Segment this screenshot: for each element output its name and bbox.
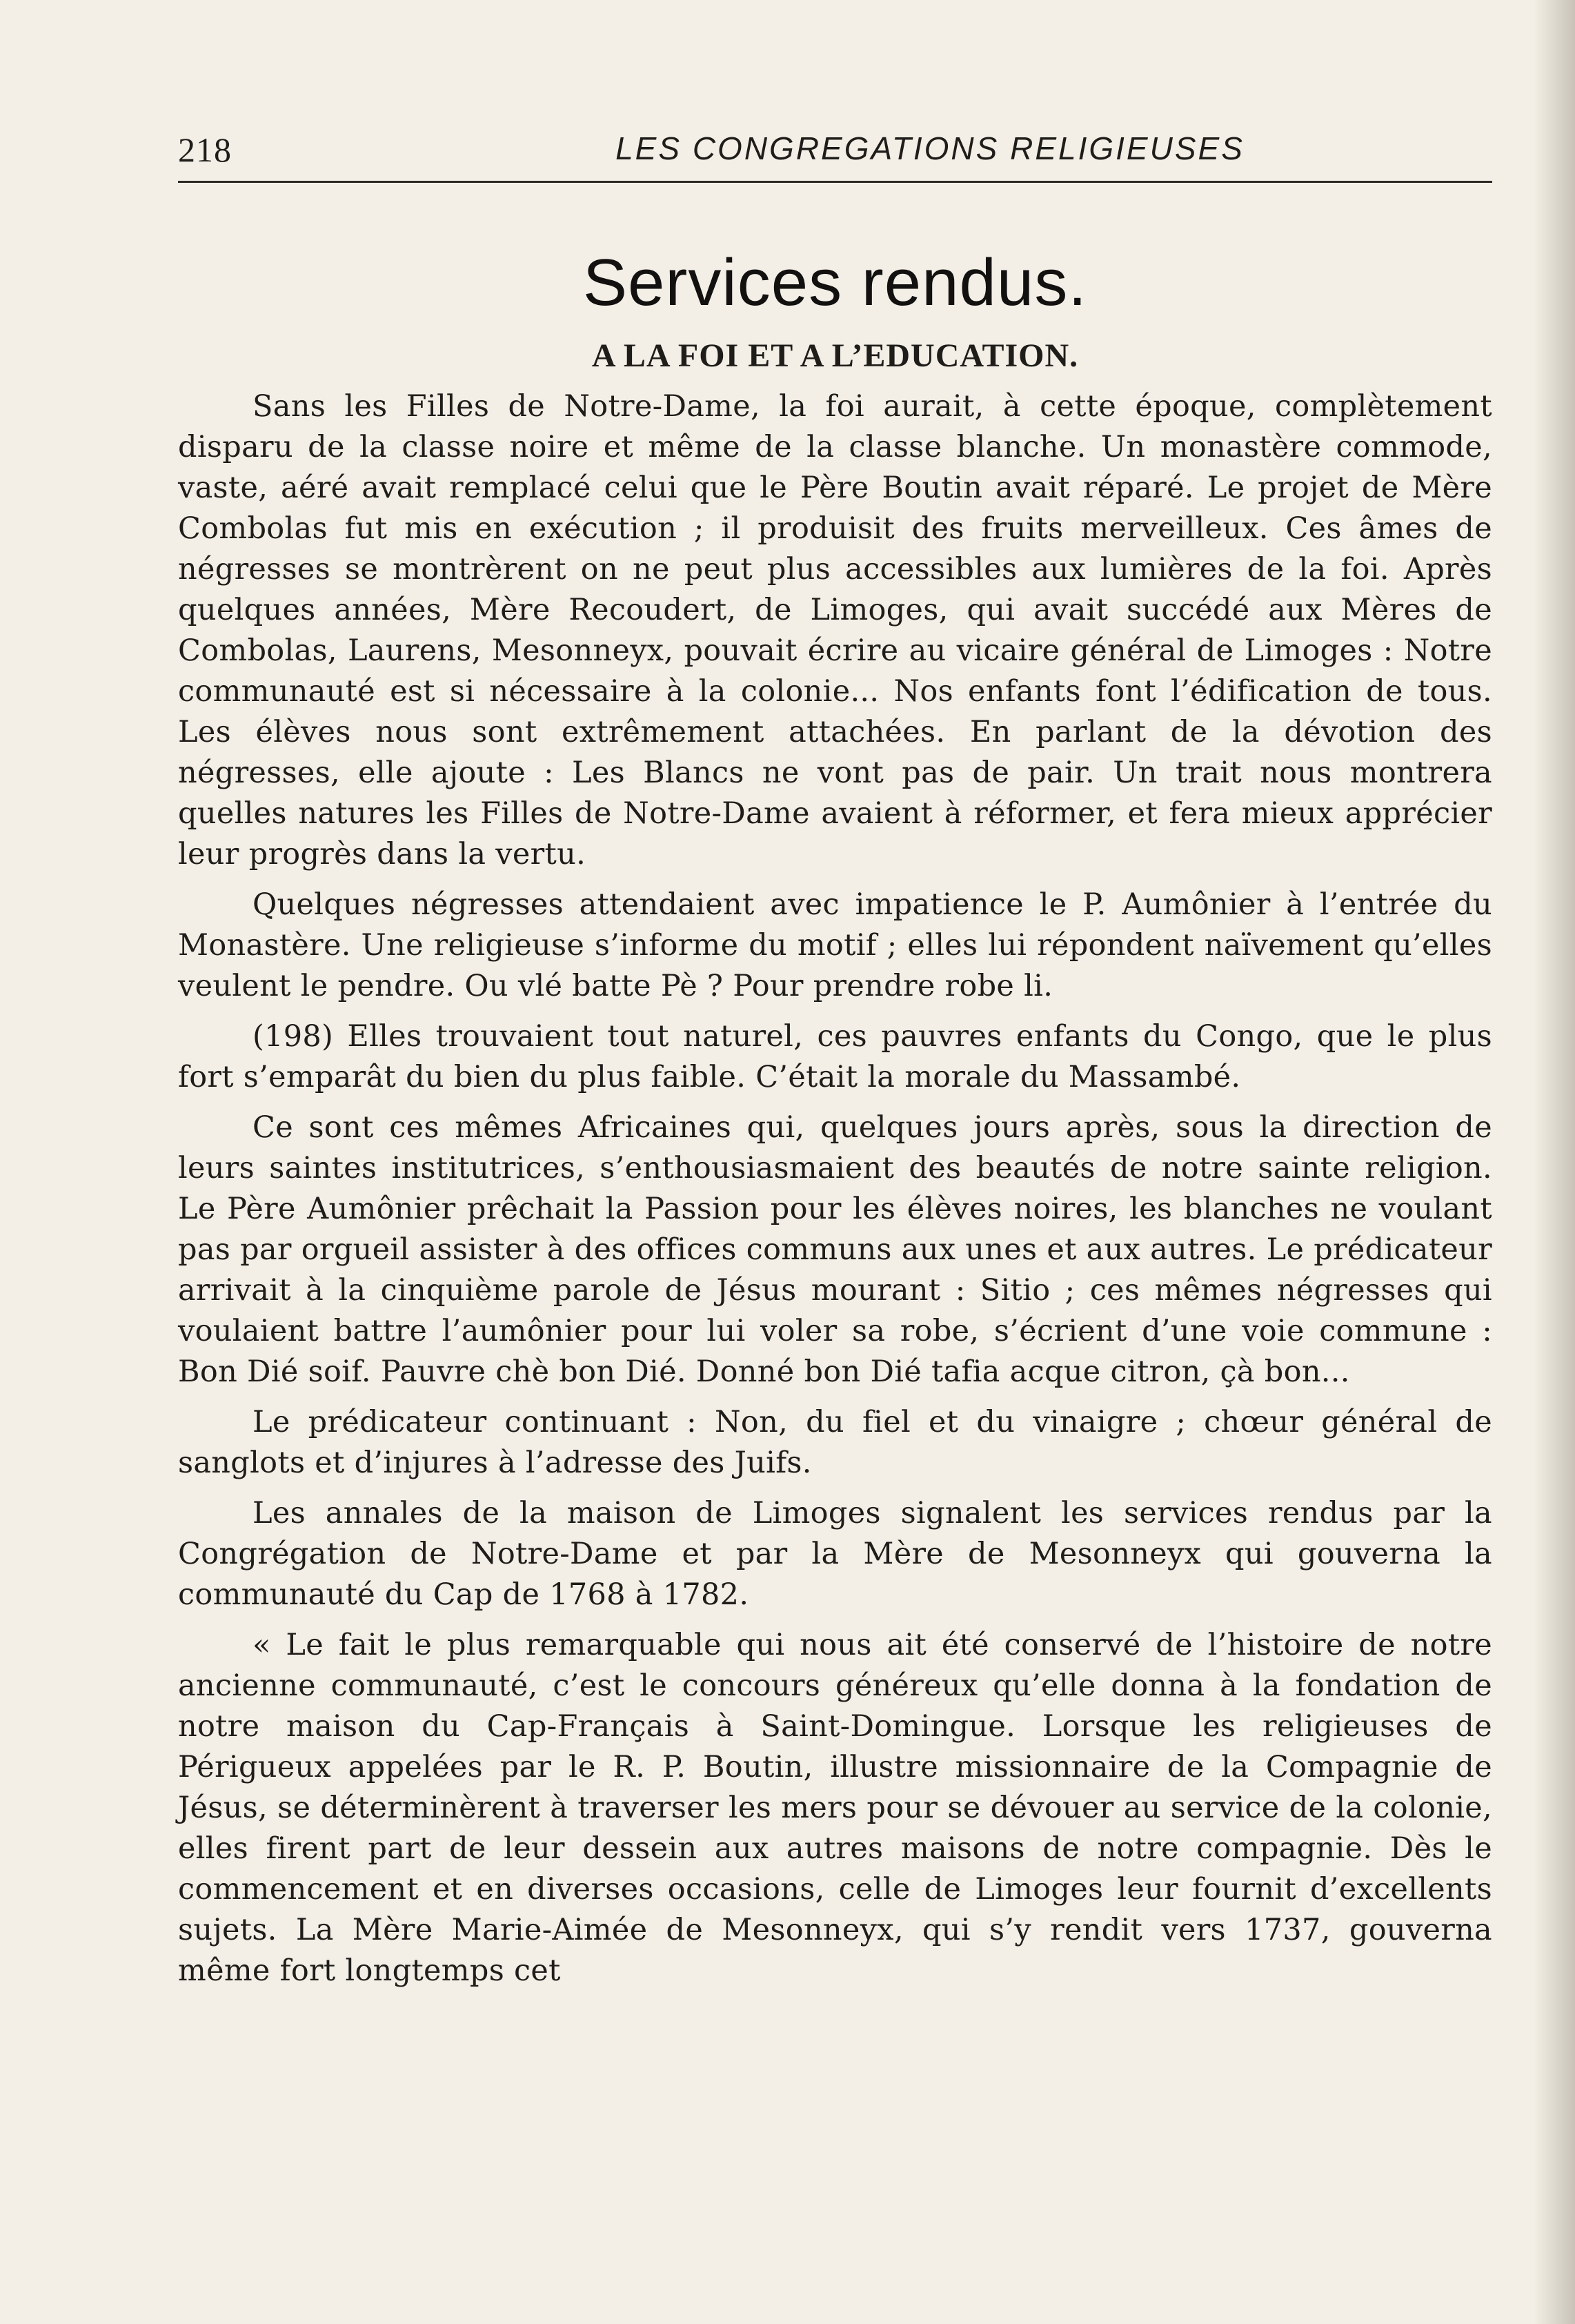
spine-shadow bbox=[1534, 0, 1575, 2324]
section-subtitle: A LA FOI ET A L’EDUCATION. bbox=[591, 337, 1079, 374]
paragraph: Quelques négresses attendaient avec impatience le P. Aumônier à l’entrée du Monastère. Une religieuse s’informe du motif ; elles lui répondent naïvement qu’elles veulent le pendre. Ou vlé batte Pè ? Pour prendre robe li. bbox=[178, 887, 1492, 1003]
paragraph: Le prédicateur continuant : Non, du fiel et du vinaigre ; chœur général de sanglots et d’injures à l’adresse des Juifs. bbox=[178, 1405, 1492, 1480]
body-text bbox=[178, 386, 1492, 2001]
page-header bbox=[178, 130, 1492, 171]
page-number: 218 bbox=[178, 130, 232, 169]
header-rule bbox=[178, 181, 1492, 183]
paragraph: Ce sont ces mêmes Africaines qui, quelques jours après, sous la direction de leurs saintes institutrices, s’enthousiasmaient des beautés de notre sainte religion. Le Père Aumônier prêchait la Passion pour les élèves noires, les blanches ne voulant pas par orgueil assister à des offices communs aux unes et aux autres. Le prédicateur arrivait à la cinquième parole de Jésus mourant : Sitio ; ces mêmes négresses qui voulaient battre l’aumônier pour lui voler sa robe, s’écrient d’une voie commune : Bon Dié soif. Pauvre chè bon Dié. Donné bon Dié tafia acque citron, çà bon... bbox=[178, 1110, 1492, 1389]
paragraph: (198) Elles trouvaient tout naturel, ces pauvres enfants du Congo, que le plus fort s’emparât du bien du plus faible. C’était la morale du Massambé. bbox=[178, 1019, 1492, 1094]
running-title: LES CONGREGATIONS RELIGIEUSES bbox=[615, 130, 1245, 166]
paragraph: Les annales de la maison de Limoges signalent les services rendus par la Congrégation de Notre-Dame et par la Mère de Mesonneyx qui gouverna la communauté du Cap de 1768 à 1782. bbox=[178, 1496, 1492, 1612]
paragraph: Sans les Filles de Notre-Dame, la foi aurait, à cette époque, complètement disparu de la classe noire et même de la classe blanche. Un monastère commode, vaste, aéré avait remplacé celui que le Père Boutin avait réparé. Le projet de Mère Combolas fut mis en exécution ; il produisit des fruits merveilleux. Ces âmes de négresses se montrèrent on ne peut plus accessibles aux lumières de la foi. Après quelques années, Mère Recoudert, de Limoges, qui avait succédé aux Mères de Combolas, Laurens, Mesonneyx, pouvait écrire au vicaire général de Limoges : Notre communauté est si nécessaire à la colonie... Nos enfants font l’édification de tous. Les élèves nous sont extrêmement attachées. En parlant de la dévotion des négresses, elle ajoute : Les Blancs ne vont pas de pair. Un trait nous montrera quelles natures les Filles de Notre-Dame avaient à réformer, et fera mieux apprécier leur progrès dans la vertu. bbox=[178, 389, 1492, 872]
section-title: Services rendus. bbox=[583, 246, 1087, 319]
paragraph: « Le fait le plus remarquable qui nous ait été conservé de l’histoire de notre ancienne communauté, c’est le concours généreux qu’elle donna à la fondation de notre maison du Cap-Français à Saint-Domingue. Lorsque les religieuses de Périgueux appelées par le R. P. Boutin, illustre missionnaire de la Compagnie de Jésus, se déterminèrent à traverser les mers pour se dévouer au service de la colonie, elles firent part de leur dessein aux autres maisons de notre compagnie. Dès le commencement et en diverses occasions, celle de Limoges leur fournit d’excellents sujets. La Mère Marie-Aimée de Mesonneyx, qui s’y rendit vers 1737, gouverna même fort longtemps cet bbox=[178, 1628, 1492, 1988]
